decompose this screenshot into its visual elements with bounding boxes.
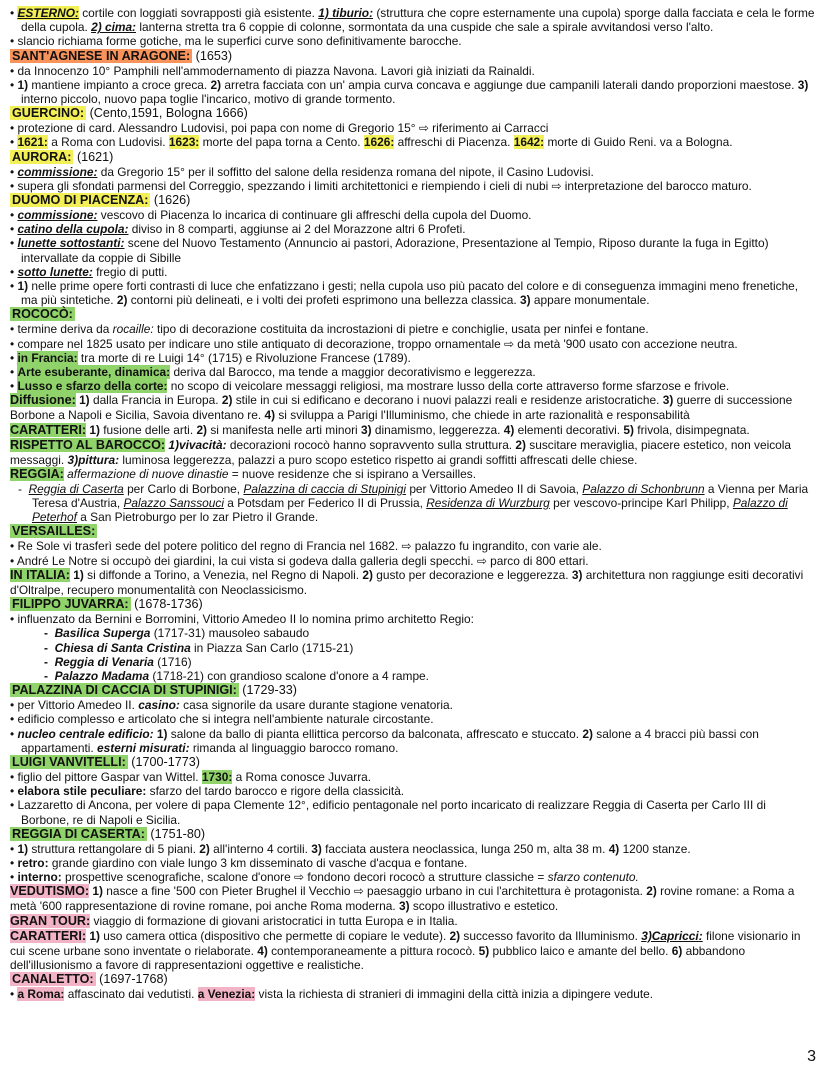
list-item: - Reggia di Caserta per Carlo di Borbone, Palazzina di caccia di Stupinigi per Vittorio Amedeo II di Savoia, Palazzo di Schonbrunn a Vienna per Maria Teresa d'Austria, Palazzo Sanssouci a Potsdam per Federico II di Prussia, Residenza di Wurzburg per vescovo-principe Karl Philipp, Palazzo di Peterhof a San Pietroburgo per lo zar Pietro il Grande. bbox=[18, 481, 809, 525]
list-item: • Lazzaretto di Ancona, per volere di papa Clemente 12°, edificio pentagonale nel porto incaricato di realizzare Reggia di Caserta per Carlo III di Borbone, re di Napoli e Sicilia. bbox=[10, 798, 766, 827]
list-item: • 1621: a Roma con Ludovisi. 1623: morte del papa torna a Cento. 1626: affreschi di Piacenza. 1642: morte di Guido Reni. va a Bologna. bbox=[10, 135, 733, 150]
section-heading: DUOMO DI PIACENZA: (1626) bbox=[12, 193, 191, 208]
section-heading: PALAZZINA DI CACCIA DI STUPINIGI: (1729-33) bbox=[12, 683, 297, 698]
list-item: • 1) struttura rettangolare di 5 piani. 2) all'interno 4 cortili. 3) facciata austera neoclassica, lunga 250 m, alta 38 m. 4) 1200 stanze. bbox=[10, 841, 691, 856]
notes-page bbox=[10, 6, 816, 1001]
list-item: • catino della cupola: diviso in 8 comparti, aggiunse ai 2 del Morazzone altri 6 Profeti. bbox=[10, 222, 466, 237]
list-item: • termine deriva da rocaille: tipo di decorazione costituita da incrostazioni di pietre e conchiglie, usata per ninfei e fontane. bbox=[10, 322, 649, 337]
list-item: - Palazzo Madama (1718-21) con grandioso scalone d'onore a 4 rampe. bbox=[44, 668, 429, 683]
section-heading: AURORA: (1621) bbox=[12, 149, 114, 164]
list-item: • ESTERNO: cortile con loggiati sovrapposti già esistente. 1) tiburio: (struttura che copre esternamente una cupola) sporge dalla facciata e cela le forme della cupola. 2) cima: lanterna stretta tra 6 coppie di colonne, sormontata da una cuspide che sale a spirale avvitandosi verso l'alto. bbox=[10, 6, 815, 35]
list-item: • 1) nelle prime opere forti contrasti di luce che enfatizzano i gesti; nella cupola uso più pacato del colore e di conseguenza immagini meno frenetiche, ma più sintetiche. 2) contorni più delineati, e i volti dei profeti esprimono una bellezza classica. 3) appare monumentale. bbox=[10, 279, 799, 308]
paragraph: GRAN TOUR: viaggio di formazione di giovani aristocratici in tutta Europa e in Italia. bbox=[10, 913, 458, 928]
section-heading: SANT'AGNESE IN ARAGONE: (1653) bbox=[12, 48, 233, 63]
list-item: - Chiesa di Santa Cristina in Piazza San Carlo (1715-21) bbox=[44, 640, 354, 655]
list-item: • Re Sole vi trasferì sede del potere politico del regno di Francia nel 1682. ⇨ palazzo fu ingrandito, con varie ale. bbox=[10, 539, 602, 554]
list-item: • da Innocenzo 10° Pamphili nell'ammodernamento di piazza Navona. Lavori già iniziati da Rainaldi. bbox=[10, 63, 535, 78]
term: ESTERNO: bbox=[17, 6, 79, 20]
section-heading: VERSAILLES: bbox=[12, 524, 96, 539]
page-number: 3 bbox=[807, 1048, 816, 1065]
list-item: - Reggia di Venaria (1716) bbox=[44, 654, 192, 669]
list-item: • elabora stile peculiare: sfarzo del tardo barocco e rigore della classicità. bbox=[10, 784, 405, 799]
list-item: • Arte esuberante, dinamica: deriva dal Barocco, ma tende a maggior decorativismo e leggerezza. bbox=[10, 365, 536, 380]
list-item: • lunette sottostanti: scene del Nuovo Testamento (Annuncio ai pastori, Adorazione, Presentazione al Tempio, Riposo durante la fuga in Egitto) intervallate da coppie di Sibille bbox=[10, 236, 769, 265]
list-item: • commissione: vescovo di Piacenza lo incarica di continuare gli affreschi della cupola del Duomo. bbox=[10, 208, 532, 223]
list-item: • slancio richiama forme gotiche, ma le superfici curve sono definitivamente barocche. bbox=[10, 34, 462, 49]
list-item: • supera gli sfondati parmensi del Correggio, spezzando i limiti architettonici e riempiendo i cieli di nubi ⇨ interpretazione del barocco maturo. bbox=[10, 178, 752, 193]
list-item: • Lusso e sfarzo della corte: no scopo di veicolare messaggi religiosi, ma mostrare lusso della corte attraverso forme sfarzose e frivole. bbox=[10, 379, 730, 394]
list-item: • per Vittorio Amedeo II. casino: casa signorile da usare durante stagione venatoria. bbox=[10, 698, 453, 713]
section-heading: FILIPPO JUVARRA: (1678-1736) bbox=[12, 597, 203, 612]
paragraph: VEDUTISMO: 1) nasce a fine '500 con Pieter Brughel il Vecchio ⇨ paesaggio urbano in cui l'architettura è protagonista. 2) rovine romane: a Roma a metà '600 rappresentazione di rovine romane, poi anche Roma moderna. 3) scopo illustrativo e estetico. bbox=[10, 884, 795, 914]
list-item: • in Francia: tra morte di re Luigi 14° (1715) e Rivoluzione Francese (1789). bbox=[10, 350, 411, 365]
section-heading: CANALETTO: (1697-1768) bbox=[12, 971, 168, 986]
paragraph: REGGIA: affermazione di nuove dinastie = nuove residenze che si ispirano a Versailles. bbox=[10, 466, 477, 481]
section-heading: LUIGI VANVITELLI: (1700-1773) bbox=[12, 754, 200, 769]
list-item: • interno: prospettive scenografiche, scalone d'onore ⇨ fondono decori rococò a strutture classiche = sfarzo contenuto. bbox=[10, 870, 639, 885]
list-item: • retro: grande giardino con viale lungo 3 km disseminato di vasche d'acqua e fontane. bbox=[10, 855, 468, 870]
list-item: • André Le Notre si occupò dei giardini, la cui vista si godeva dalla galleria degli specchi. ⇨ parco di 800 ettari. bbox=[10, 553, 589, 568]
paragraph: CARATTERI: 1) uso camera ottica (dispositivo che permette di copiare le vedute). 2) successo favorito da Illuminismo. 3)Capricci: filone visionario in cui scene urbane sono inventate o rielaborate. 4) contemporaneamente a pittura rococò. 5) pubblico laico e amante del bello. 6) abbandono dell'illusionismo a favore di rappresentazioni oggettive e realistiche. bbox=[10, 928, 801, 972]
section-heading: GUERCINO: (Cento,1591, Bologna 1666) bbox=[12, 106, 248, 121]
list-item: - Basilica Superga (1717-31) mausoleo sabaudo bbox=[44, 626, 310, 641]
paragraph: Diffusione: 1) dalla Francia in Europa. 2) stile in cui si edificano e decorano i nuovi palazzi reali e residenze aristocratiche. 3) guerre di successione Borbone a Napoli e Sicilia, Savoia diventano re. 4) si sviluppa a Parigi l'Illuminismo, che chiede in arte razionalità e responsabilità bbox=[10, 393, 793, 423]
paragraph: CARATTERI: 1) fusione delle arti. 2) si manifesta nelle arti minori 3) dinamismo, leggerezza. 4) elementi decorativi. 5) frivola, disimpegnata. bbox=[10, 422, 750, 437]
list-item: • sotto lunette: fregio di putti. bbox=[10, 264, 168, 279]
section-heading: ROCOCÒ: bbox=[12, 307, 73, 322]
paragraph: IN ITALIA: 1) si diffonde a Torino, a Venezia, nel Regno di Napoli. 2) gusto per decorazione e leggerezza. 3) architettura non raggiunge esiti decorativi d'Oltralpe, recupero monumentalità con Neoclassicismo. bbox=[10, 567, 804, 597]
list-item: • influenzato da Bernini e Borromini, Vittorio Amedeo II lo nomina primo architetto Regio: bbox=[10, 612, 474, 627]
list-item: • nucleo centrale edificio: 1) salone da ballo di pianta ellittica percorso da balconata, affrescato e stuccato. 2) salone a 4 bracci più bassi con appartamenti. esterni misurati: rimanda al linguaggio barocco romano. bbox=[10, 726, 759, 755]
section-heading: REGGIA DI CASERTA: (1751-80) bbox=[12, 826, 206, 841]
list-item: • edificio complesso e articolato che si integra nell'ambiente naturale circostante. bbox=[10, 712, 434, 727]
list-item: • a Roma: affascinato dai vedutisti. a Venezia: vista la richiesta di stranieri di immagini della città inizia a dipingere vedute. bbox=[10, 986, 654, 1001]
list-item: • compare nel 1825 usato per indicare uno stile antiquato di decorazione, troppo ornamentale ⇨ da metà '900 usato con accezione neutra. bbox=[10, 336, 738, 351]
paragraph: RISPETTO AL BAROCCO: 1)vivacità: decorazioni rococò hanno sopravvento sulla struttura. 2) suscitare meraviglia, piacere estetico, non veicola messaggi. 3)pittura: luminosa leggerezza, palazzi a puro scopo estetico rispetto ai grandi soffitti affrescati delle chiese. bbox=[10, 437, 792, 467]
list-item: • figlio del pittore Gaspar van Wittel. 1730: a Roma conosce Juvarra. bbox=[10, 769, 372, 784]
list-item: • protezione di card. Alessandro Ludovisi, poi papa con nome di Gregorio 15° ⇨ riferimento ai Carracci bbox=[10, 121, 549, 136]
list-item: • 1) mantiene impianto a croce greca. 2) arretra facciata con un' ampia curva concava e aggiunge due campanili laterali dando proporzioni maestose. 3) interno piccolo, nuovo papa toglie l'incarico, motivo di grande tormento. bbox=[10, 77, 809, 107]
list-item: • commissione: da Gregorio 15° per il soffitto del salone della residenza romana del nipote, il Casino Ludovisi. bbox=[10, 164, 594, 179]
